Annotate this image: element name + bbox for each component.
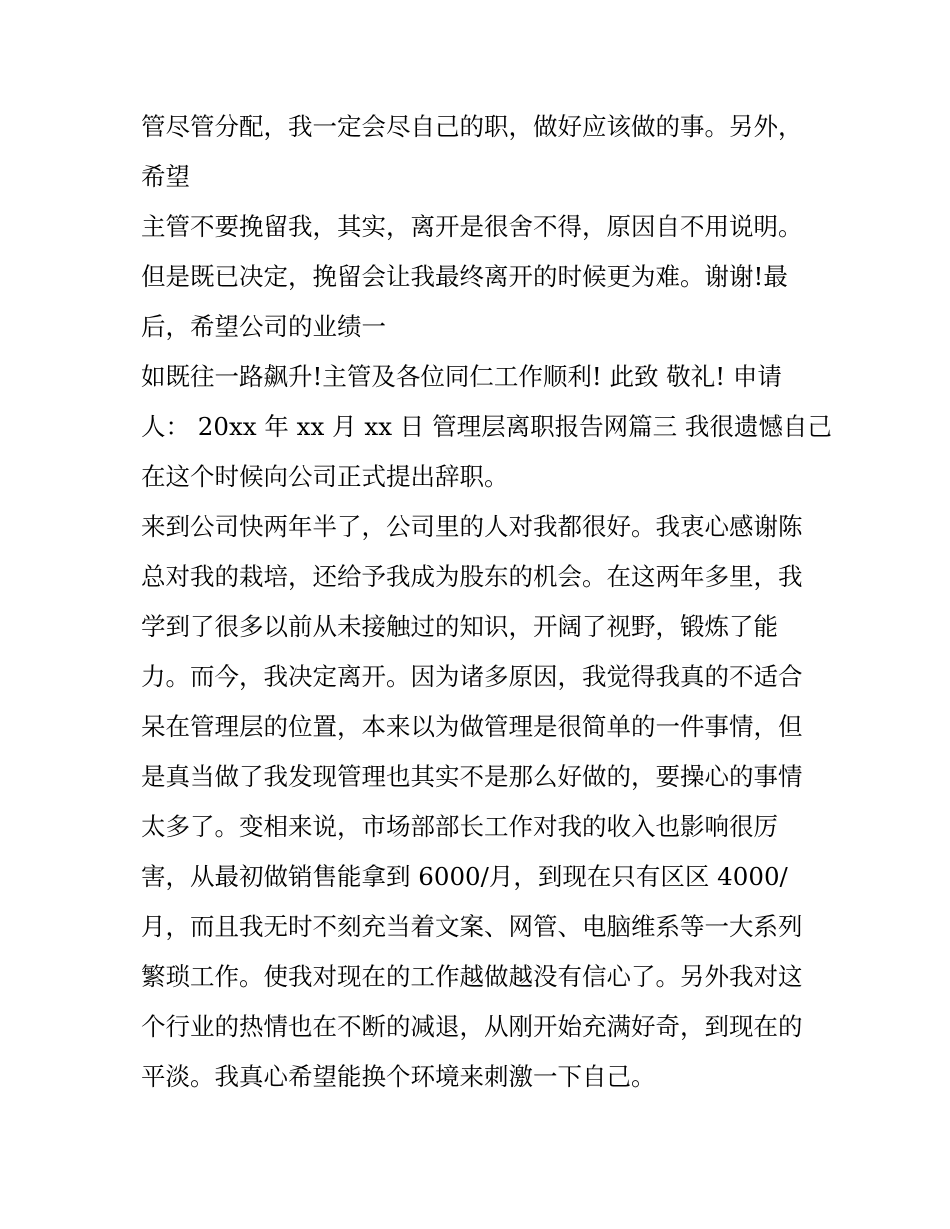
text-line: 太多了。变相来说，市场部部长工作对我的收入也影响很厉	[141, 812, 778, 841]
text-line: 是真当做了我发现管理也其实不是那么好做的，要操心的事情	[141, 762, 803, 791]
text-line: 害，从最初做销售能拿到 6000/月，到现在只有区区 4000/	[141, 862, 788, 891]
text-line: 月，而且我无时不刻充当着文案、网管、电脑维系等一大系列	[141, 912, 803, 941]
text-line: 个行业的热情也在不断的减退，从刚开始充满好奇，到现在的	[141, 1012, 803, 1041]
text-line: 繁琐工作。使我对现在的工作越做越没有信心了。另外我对这	[141, 962, 803, 991]
text-line: 希望	[141, 162, 190, 191]
text-line: 后，希望公司的业绩一	[141, 312, 386, 341]
text-line: 主管不要挽留我，其实，离开是很舍不得，原因自不用说明。	[141, 212, 803, 241]
text-line: 来到公司快两年半了，公司里的人对我都很好。我衷心感谢陈	[141, 512, 803, 541]
text-line: 如既往一路飙升!主管及各位同仁工作顺利! 此致 敬礼! 申请	[141, 362, 782, 391]
text-line: 在这个时候向公司正式提出辞职。	[141, 462, 509, 491]
text-line: 学到了很多以前从未接触过的知识，开阔了视野，锻炼了能	[141, 612, 778, 641]
text-line: 呆在管理层的位置，本来以为做管理是很简单的一件事情，但	[141, 712, 803, 741]
text-line: 平淡。我真心希望能换个环境来刺激一下自己。	[141, 1062, 656, 1091]
body-text	[141, 102, 832, 1102]
text-line: 总对我的栽培，还给予我成为股东的机会。在这两年多里，我	[141, 562, 803, 591]
text-line: 但是既已决定，挽留会让我最终离开的时候更为难。谢谢!最	[141, 262, 788, 291]
text-line: 管尽管分配，我一定会尽自己的职，做好应该做的事。另外，	[141, 112, 803, 141]
text-line: 人： 20xx 年 xx 月 xx 日 管理层离职报告网篇三 我很遗憾自己	[141, 412, 832, 441]
text-line: 力。而今，我决定离开。因为诸多原因，我觉得我真的不适合	[141, 662, 803, 691]
